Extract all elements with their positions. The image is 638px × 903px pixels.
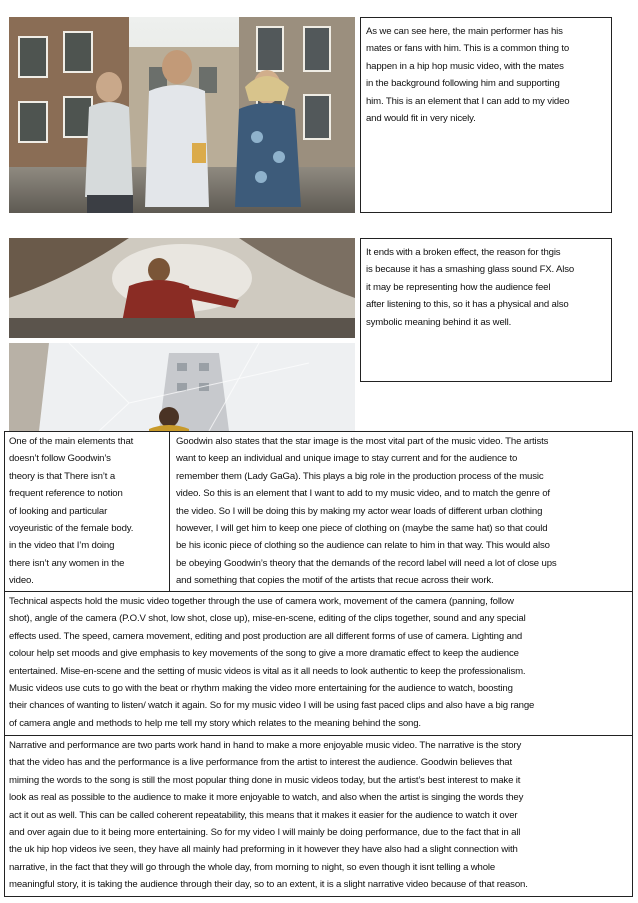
text-line: voyeuristic of the female body. [9,523,134,535]
text-line: that the video has and the performance is a live performance from the artist to interest the audience. Goodwin believes that [9,757,512,769]
text-line: want to keep an individual and unique image to stay current and for the audience to [176,453,518,465]
text-line: effects used. The speed, camera movement, editing and post production are all different forms of use of camera. Lighting and [9,630,523,642]
text-line: video. So this is an element that I want to add to my music video, and to match the genre of [176,488,550,500]
text-line: is because it has a smashing glass sound FX. Also [366,264,575,276]
text-line: look as real as possible to the audience to make it more enjoyable to watch, and also when the artist is singing the words they [9,792,524,804]
text-line: and would fit in very nicely. [366,113,476,125]
text-line: there isn’t any women in the [9,557,125,569]
text-line: Goodwin also states that the star image is the most vital part of the music video. The artists [176,436,549,447]
alley-scene-illustration [9,17,355,213]
text-line: symbolic meaning behind it as well. [366,316,512,328]
text-line: frequent reference to notion [9,488,123,500]
text-line: Music videos use cuts to go with the beat or rhythm making the video more entertaining for the audience to watch, boosting [9,683,513,695]
text-line: mates or fans with him. This is a common thing to [366,43,570,55]
text-line: It ends with a broken effect, the reason for thgis [366,247,561,258]
fisheye-scene-illustration [9,238,355,338]
caption-mates-text [366,23,611,127]
text-line: Technical aspects hold the music video together through the use of camera work, movement of the camera (panning, follow [9,596,514,607]
text-line: and over again due to it being more entertaining. So for my video I will mainly be doing performance, due to the fact that in all [9,827,521,839]
goodwin-star-image-text [176,433,632,590]
goodwin-voyeurism-box [4,431,170,592]
text-line: narrative, in the fact that they will go through the whole day, from morning to night, so even though it isnt telling a whole [9,861,496,873]
text-line: however, I will get him to keep one piece of clothing on (maybe the same hat) so that could [176,523,548,535]
text-line: in the video that I’m doing [9,540,115,552]
text-line: Narrative and performance are two parts work hand in hand to make a more enjoyable music video. The narrative is the story [9,740,522,751]
technical-aspects-text [9,593,632,732]
text-line: happen in a hip hop music video, with the mates [366,60,564,72]
goodwin-voyeurism-text [9,433,169,590]
text-line: of camera angle and methods to help me tell my story which relates to the meaning behind the song. [9,717,421,729]
text-line: As we can see here, the main performer has his [366,26,563,37]
text-line: remember them (Lady GaGa). This plays a big role in the production process of the music [176,470,544,482]
technical-aspects-box [4,591,633,736]
text-line: colour help set moods and give emphasis to key movements of the song to give a more dramatic effect to keep the audience [9,648,519,660]
text-line: meaningful story, it is taking the audience through their day, so to an extent, it is a slight narrative video because of that reason. [9,879,528,891]
text-line: theory is that There isn’t a [9,470,116,482]
caption-box-broken-effect [360,238,612,382]
music-video-still-broken-effect [9,343,355,431]
text-line: doesn’t follow Goodwin’s [9,453,111,465]
text-line: and something that copies the motif of the artists that recue across their work. [176,575,494,587]
caption-box-mates [360,17,612,213]
text-line: after listening to this, so it has a physical and also [366,299,569,311]
text-line: their chances of wanting to listen/ watch it again. So for my music video I will be using fast paced clips and also have a big range [9,700,535,712]
text-line: be obeying Goodwin’s theory that the demands of the record label will need a lot of close ups [176,557,557,569]
text-line: him. This is an element that I can add to my video [366,95,570,107]
text-line: be his iconic piece of clothing so the audience can relate to him in that way. This would also [176,540,550,552]
narrative-performance-text [9,737,632,894]
text-line: shot), angle of the camera (P.O.V shot, low shot, close up), mise-en-scene, editing of the clips together, sound and any special [9,613,526,625]
broken-glass-scene-illustration [9,343,355,431]
text-line: the video. So I will be doing this by making my actor wear loads of different urban clothing [176,505,543,517]
text-line: entertained. Mise-en-scene and the setting of music videos is vital as it all needs to look authentic to keep the professionalism. [9,665,526,677]
narrative-performance-box [4,735,633,897]
music-video-still-alley [9,17,355,213]
text-line: One of the main elements that [9,436,134,447]
music-video-still-fisheye-rapper [9,238,355,338]
text-line: the uk hip hop videos ive seen, they have all mainly had preforming in it however they have also had a slight connection with [9,844,518,856]
text-line: act it out as well. This can be called coherent repeatability, this means that it makes it easier for the audience to watch it over [9,809,518,821]
text-line: video. [9,575,34,587]
text-line: in the background following him and supporting [366,78,560,90]
text-line: it may be representing how the audience feel [366,281,551,293]
text-line: miming the words to the song is still the most popular thing done in music videos today, but the artist’s best interest to make it [9,774,521,786]
goodwin-star-image-box [169,431,633,592]
caption-broken-effect-text [366,244,611,331]
text-line: of looking and particular [9,505,108,517]
